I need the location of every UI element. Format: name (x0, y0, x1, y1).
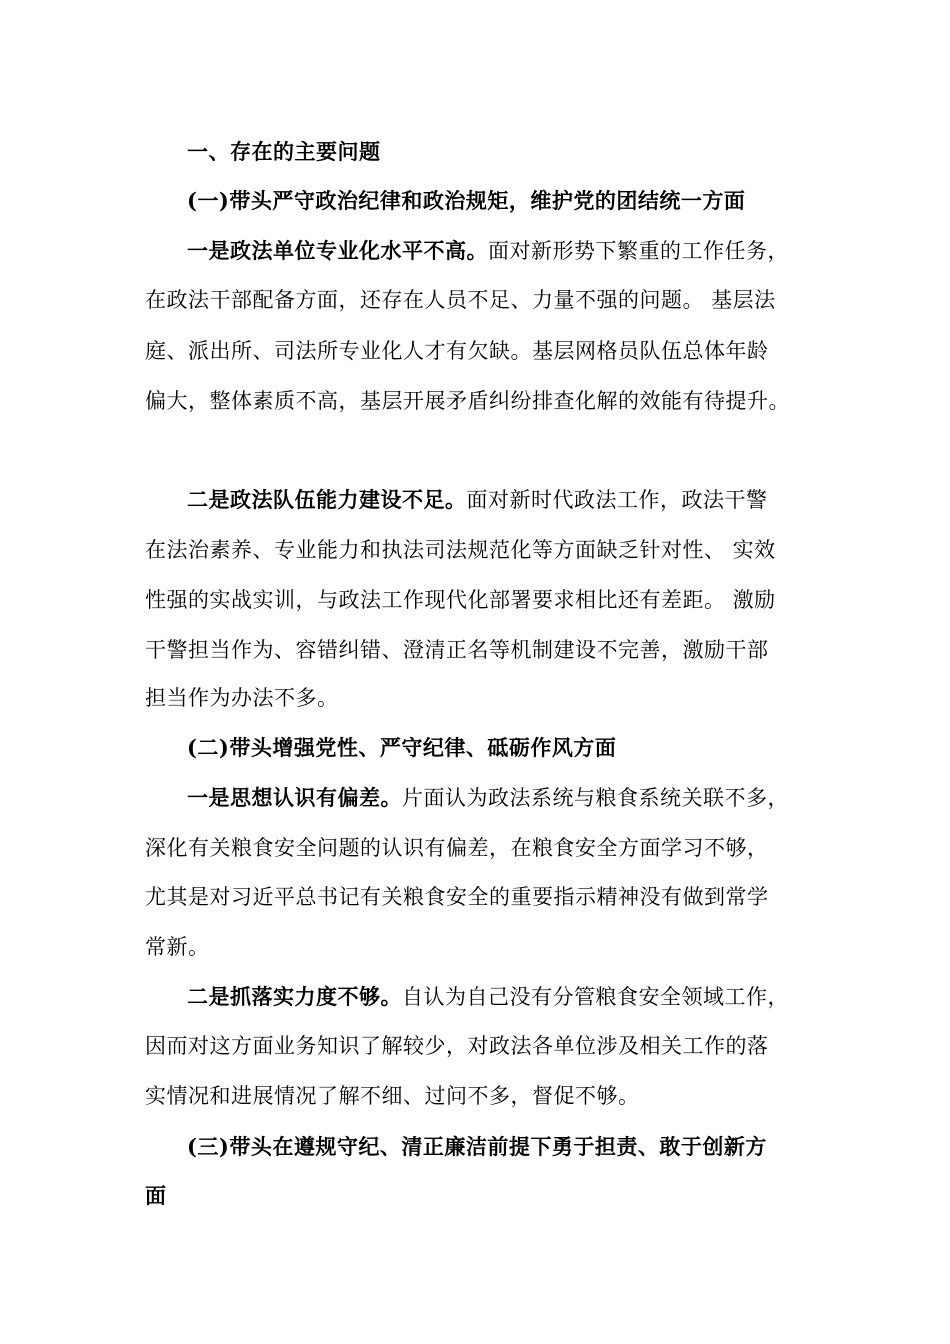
s2-item1-line3: 尤其是对习近平总书记有关粮食安全的重要指示精神没有做到常学 (145, 885, 769, 909)
s1-item1-line2: 在政法干部配备方面，还存在人员不足、力量不强的问题。 基层法 (145, 288, 776, 312)
section-2-title: (二)带头增强党性、严守纪律、砥砺作风方面 (187, 735, 617, 760)
s1-item2-line3: 性强的实战实训，与政法工作现代化部署要求相比还有差距。 激励 (145, 588, 776, 612)
section-1-title: (一)带头严守政治纪律和政治规矩，维护党的团结统一方面 (187, 188, 746, 213)
s1-item2-line5: 担当作为办法不多。 (145, 686, 339, 710)
main-heading: 一、存在的主要问题 (187, 139, 381, 164)
s1-item2-line1 (187, 485, 827, 515)
s1-item2-line2: 在法治素养、专业能力和执法司法规范化等方面缺乏针对性、 实效 (145, 538, 776, 562)
s2-item2-line1 (187, 982, 827, 1012)
s1-item1-lead: 一是政法单位专业化水平不高。 (187, 238, 488, 263)
s1-item1-line1-rest: 面对新形势下繁重的工作任务， (488, 239, 789, 263)
s2-item2-line2: 因而对这方面业务知识了解较少，对政法各单位涉及相关工作的落 (145, 1034, 769, 1058)
s1-item2-lead: 二是政法队伍能力建设不足。 (187, 487, 467, 512)
s2-item2-lead: 二是抓落实力度不够。 (187, 984, 402, 1009)
section-3-title-line2: 面 (145, 1183, 167, 1208)
s1-item2-line1-rest: 面对新时代政法工作，政法干警 (466, 488, 768, 512)
s1-item1-line3: 庭、派出所、司法所专业化人才有欠缺。基层网格员队伍总体年龄 (145, 339, 769, 363)
s2-item2-line1-rest: 自认为自己没有分管粮食安全领域工作， (402, 985, 789, 1009)
s2-item1-line1 (187, 783, 827, 813)
section-3-title-line1: (三)带头在遵规守纪、清正廉洁前提下勇于担责、敢于创新方 (187, 1134, 767, 1159)
s2-item1-line4: 常新。 (145, 935, 210, 959)
s2-item1-line2: 深化有关粮食安全问题的认识有偏差，在粮食安全方面学习不够， (145, 836, 769, 860)
s1-item1-line4: 偏大，整体素质不高，基层开展矛盾纠纷排查化解的效能有待提升。 (145, 389, 790, 413)
s1-item1-line1 (187, 236, 827, 266)
s2-item1-lead: 一是思想认识有偏差。 (187, 785, 402, 810)
s2-item2-line3: 实情况和进展情况了解不细、过问不多，督促不够。 (145, 1084, 640, 1108)
s1-item2-line4: 干警担当作为、容错纠错、澄清正名等机制建设不完善，激励干部 (145, 638, 769, 662)
s2-item1-line1-rest: 片面认为政法系统与粮食系统关联不多， (402, 786, 789, 810)
